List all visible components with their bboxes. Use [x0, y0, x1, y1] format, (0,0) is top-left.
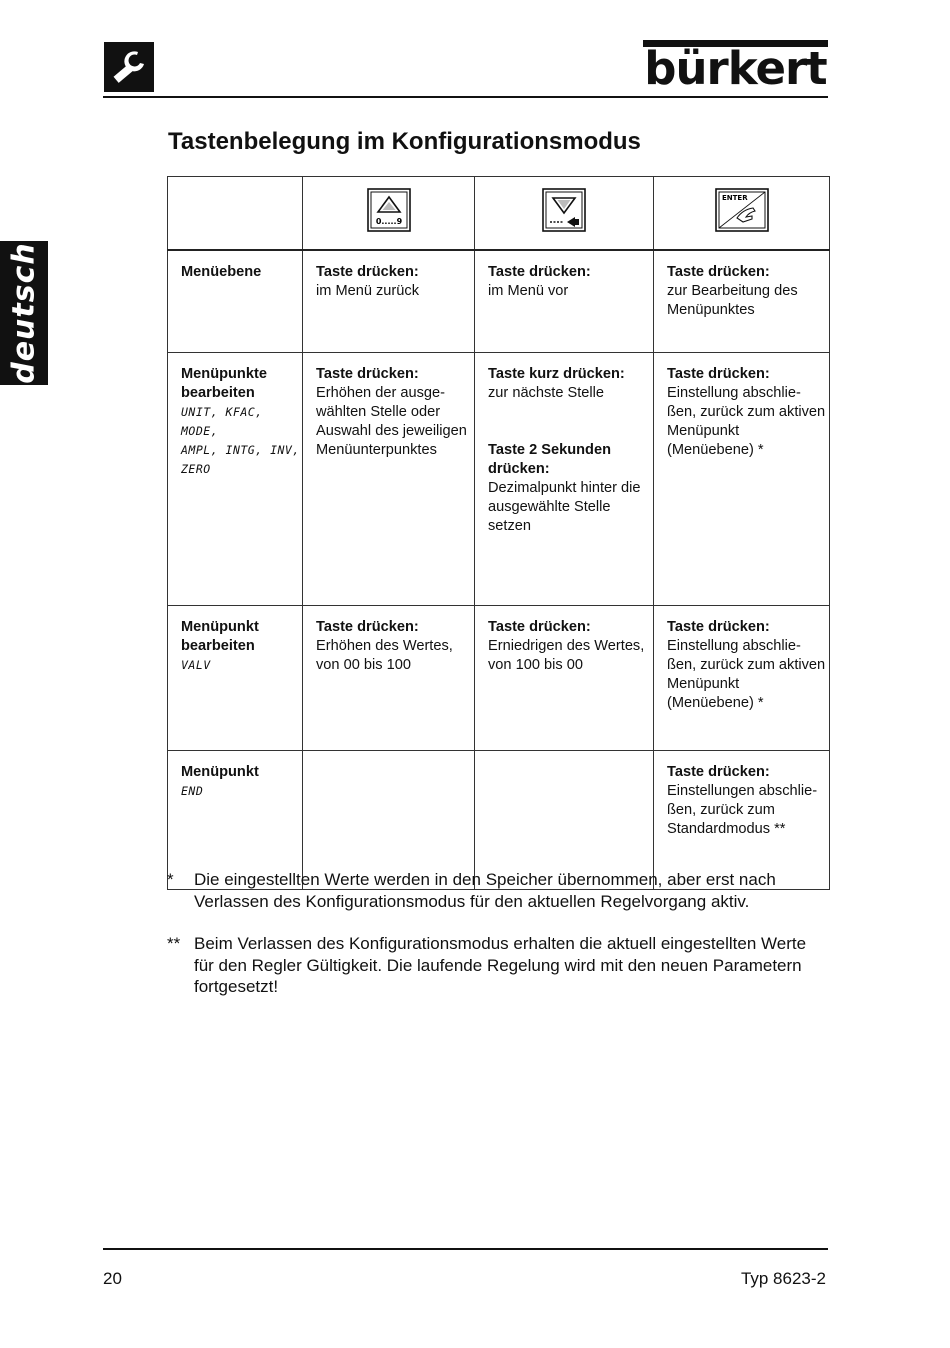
enter-key-icon	[715, 188, 769, 232]
down-key-cell	[475, 177, 654, 251]
document-type: Typ 8623-2	[740, 1269, 826, 1288]
brand-name: bürkert	[644, 42, 827, 95]
enter-key-action	[654, 606, 830, 751]
svg-text:0.....9: 0.....9	[375, 217, 402, 226]
action-heading: Taste drücken:	[488, 619, 591, 635]
key-icon-row	[168, 177, 830, 251]
page-title: Tastenbelegung im Konfigurationsmodus	[168, 128, 641, 155]
down-key-icon	[542, 188, 586, 232]
action-heading: Taste drücken:	[667, 366, 770, 382]
menu-code: UNIT, KFAC, MODE,	[181, 405, 263, 438]
key-assignment-table	[167, 176, 830, 890]
action-description: zur Bearbeitung des Menüpunktes	[667, 283, 798, 318]
up-key-action	[303, 353, 475, 606]
footnote-text: Die eingestellten Werte werden in den Speicher übernommen, aber erst nach Verlassen des Konfigurationsmodus für den aktuellen Regelvorgang aktiv.	[194, 870, 776, 911]
menu-level-title: Menüpunkt bearbeiten	[181, 619, 259, 654]
language-tab-label: deutsch	[6, 242, 42, 384]
page-number: 20	[103, 1269, 122, 1288]
empty-header-cell	[168, 177, 303, 251]
svg-text:ENTER: ENTER	[721, 194, 748, 202]
menu-level-cell	[168, 606, 303, 751]
action-description: Erhöhen der ausge-wählten Stelle oder Auswahl des jeweiligen Menüunterpunktes	[316, 385, 467, 458]
footnote-text: Beim Verlassen des Konfigurationsmodus erhalten die aktuell eingestellten Werte für den Regler Gültigkeit. Die laufende Regelung wird mit den neuen Parametern fortgesetzt!	[194, 934, 807, 996]
brand-logo	[643, 40, 828, 95]
footnote	[167, 933, 827, 998]
header-rule	[103, 96, 828, 98]
down-key-action	[475, 353, 654, 606]
action-heading: Taste drücken:	[667, 764, 770, 780]
action-description: Erniedrigen des Wertes, von 100 bis 00	[488, 638, 645, 673]
block-gap	[488, 403, 651, 422]
menu-code: END	[181, 784, 204, 798]
action-description: im Menü zurück	[316, 283, 419, 299]
down-key-action	[475, 250, 654, 353]
table-row	[168, 606, 830, 751]
footnotes	[167, 869, 827, 1019]
up-key-action	[303, 606, 475, 751]
action-heading: Taste drücken:	[316, 264, 419, 280]
table-row	[168, 250, 830, 353]
menu-code: VALV	[181, 658, 211, 672]
action-heading: Taste drücken:	[316, 366, 419, 382]
action-heading: Taste 2 Sekunden drücken:	[488, 442, 612, 477]
footnote	[167, 869, 827, 912]
footnote-mark: **	[167, 934, 181, 953]
menu-code: AMPL, INTG, INV, ZERO	[181, 443, 300, 476]
action-heading: Taste drücken:	[488, 264, 591, 280]
menu-level-cell	[168, 353, 303, 606]
action-heading: Taste kurz drücken:	[488, 366, 625, 382]
down-key-action	[475, 606, 654, 751]
action-heading: Taste drücken:	[316, 619, 419, 635]
action-heading: Taste drücken:	[667, 264, 770, 280]
menu-level-title: Menüpunkte bearbeiten	[181, 366, 267, 401]
action-description: Dezimalpunkt hinter die ausgewählte Stelle setzen	[488, 480, 641, 534]
up-key-icon	[367, 188, 411, 232]
menu-level-cell	[168, 250, 303, 353]
action-description: Einstellung abschlie-ßen, zurück zum aktiven Menüpunkt (Menüebene) *	[667, 638, 826, 711]
action-description: im Menü vor	[488, 283, 569, 299]
up-key-cell	[303, 177, 475, 251]
language-tab	[0, 241, 48, 385]
up-key-action	[303, 250, 475, 353]
block-gap	[488, 422, 651, 441]
action-description: Einstellungen abschlie-ßen, zurück zum Standardmodus **	[667, 783, 818, 837]
table-row	[168, 353, 830, 606]
action-description: Einstellung abschlie-ßen, zurück zum aktiven Menüpunkt (Menüebene) *	[667, 385, 826, 458]
menu-level-title: Menüebene	[181, 264, 262, 280]
footnote-mark: *	[167, 870, 174, 889]
action-description: Erhöhen des Wertes, von 00 bis 100	[316, 638, 453, 673]
enter-key-action	[654, 353, 830, 606]
enter-key-cell	[654, 177, 830, 251]
wrench-logo-icon	[104, 42, 154, 92]
action-heading: Taste drücken:	[667, 619, 770, 635]
menu-level-title: Menüpunkt	[181, 764, 259, 780]
enter-key-action	[654, 250, 830, 353]
footer-rule	[103, 1248, 828, 1250]
action-description: zur nächste Stelle	[488, 385, 605, 401]
